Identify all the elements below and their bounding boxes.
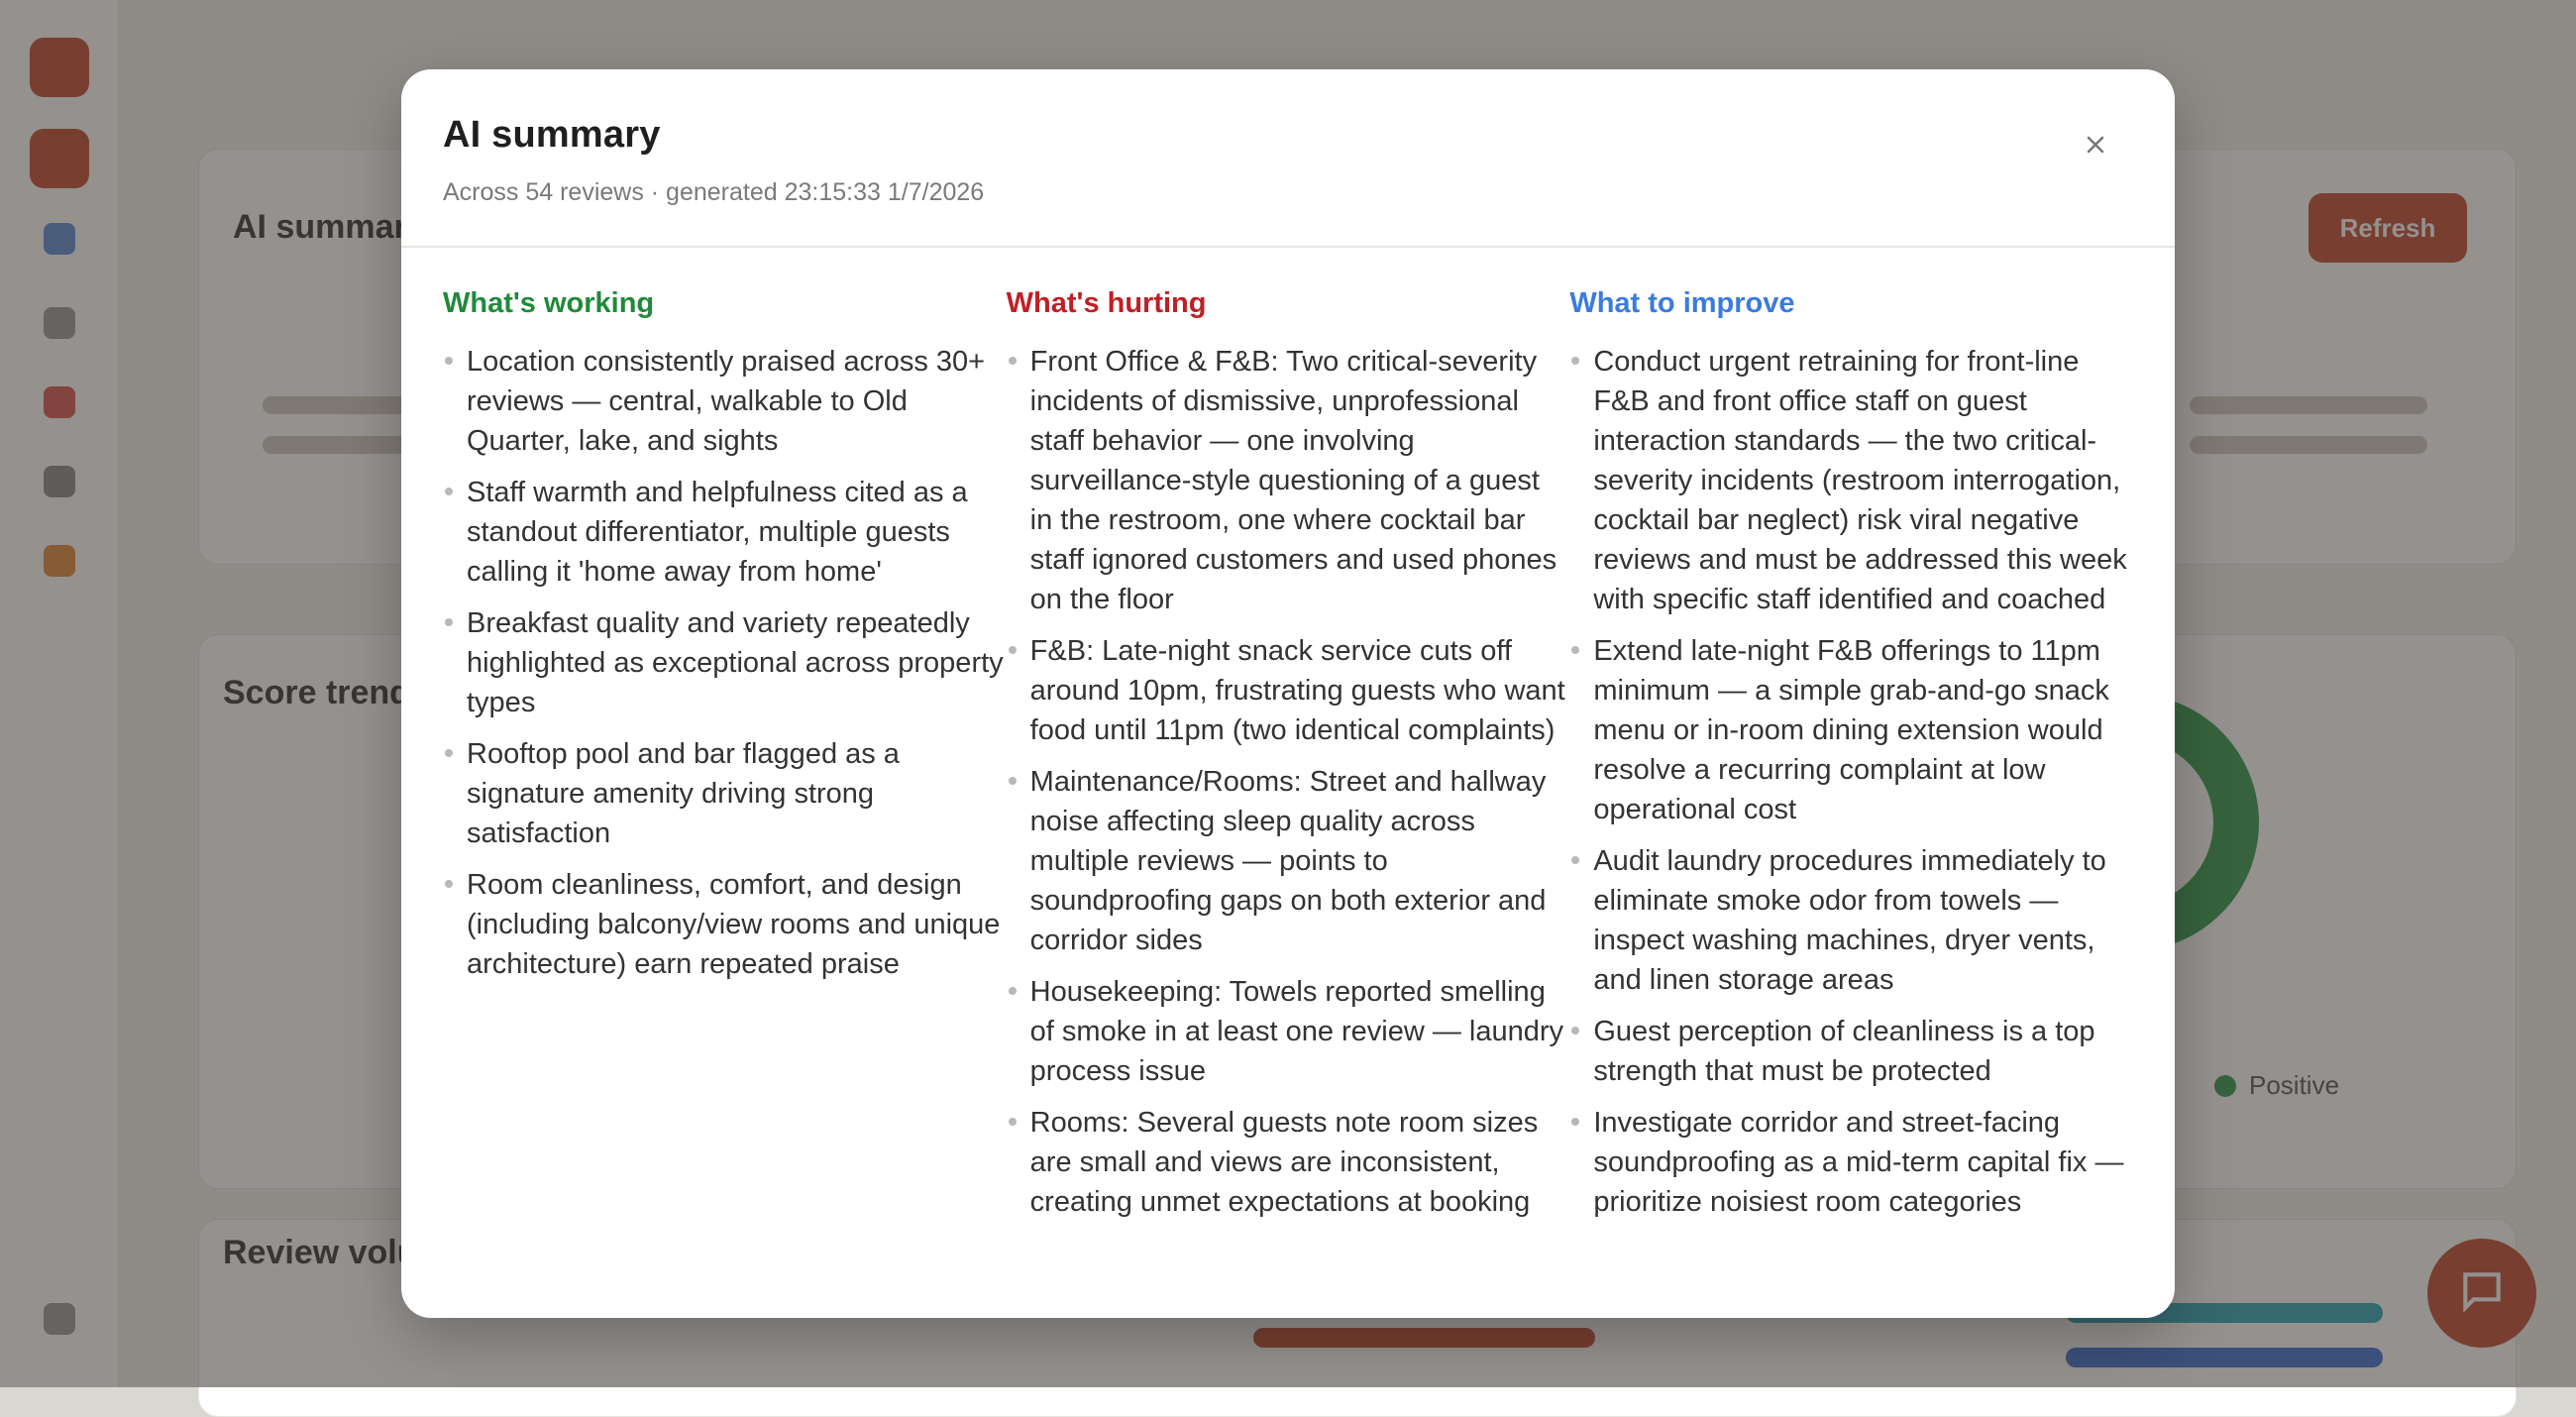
- column-title-whats-working: What's working: [443, 287, 655, 319]
- modal-header: [401, 69, 2175, 248]
- list-item: Maintenance/Rooms: Street and hallway noise affecting sleep quality across multiple reviews — points to soundproofing gaps on both exterior and corridor sides: [1007, 762, 1570, 960]
- list-item: Housekeeping: Towels reported smelling of smoke in at least one review — laundry process issue: [1007, 972, 1570, 1091]
- hurting-list: [1007, 342, 1570, 1222]
- list-item: Breakfast quality and variety repeatedly highlighted as exceptional across property types: [443, 603, 1007, 722]
- list-item: Extend late-night F&B offerings to 11pm minimum — a simple grab-and-go snack menu or in-room dining extension would resolve a recurring complaint at low operational cost: [1569, 631, 2133, 829]
- column-whats-hurting: [1007, 287, 1570, 1234]
- modal-title: AI summary: [443, 114, 661, 156]
- list-item: Rooms: Several guests note room sizes are small and views are inconsistent, creating unmet expectations at booking: [1007, 1103, 1570, 1222]
- list-item: Front Office & F&B: Two critical-severity incidents of dismissive, unprofessional staff behavior — one involving surveillance-style questioning of a guest in the restroom, one where cocktail bar staff ignored customers and used phones on the floor: [1007, 342, 1570, 619]
- list-item: Guest perception of cleanliness is a top strength that must be protected: [1569, 1012, 2133, 1091]
- list-item: Audit laundry procedures immediately to eliminate smoke odor from towels — inspect washing machines, dryer vents, and linen storage areas: [1569, 841, 2133, 1000]
- list-item: Staff warmth and helpfulness cited as a standout differentiator, multiple guests calling it 'home away from home': [443, 473, 1007, 592]
- modal-body: [401, 248, 2175, 1234]
- column-title-whats-hurting: What's hurting: [1006, 287, 1207, 319]
- column-what-to-improve: [1569, 287, 2133, 1234]
- column-whats-working: [443, 287, 1007, 1234]
- ai-summary-modal: [401, 69, 2175, 1318]
- list-item: Location consistently praised across 30+ reviews — central, walkable to Old Quarter, lake, and sights: [443, 342, 1007, 461]
- modal-subtitle: Across 54 reviews · generated 23:15:33 1/7/2026: [443, 178, 985, 206]
- column-title-what-to-improve: What to improve: [1569, 287, 1795, 319]
- list-item: F&B: Late-night snack service cuts off around 10pm, frustrating guests who want food until 11pm (two identical complaints): [1007, 631, 1570, 750]
- list-item: Investigate corridor and street-facing soundproofing as a mid-term capital fix — prioritize noisiest room categories: [1569, 1103, 2133, 1222]
- improve-list: [1569, 342, 2133, 1222]
- list-item: Rooftop pool and bar flagged as a signature amenity driving strong satisfaction: [443, 734, 1007, 853]
- working-list: [443, 342, 1007, 984]
- close-button[interactable]: [2068, 119, 2123, 174]
- list-item: Room cleanliness, comfort, and design (including balcony/view rooms and unique architecture) earn repeated praise: [443, 865, 1007, 984]
- close-icon: [2084, 133, 2107, 162]
- list-item: Conduct urgent retraining for front-line F&B and front office staff on guest interaction standards — the two critical-severity incidents (restroom interrogation, cocktail bar neglect) risk viral negative reviews and must be addressed this week with specific staff identified and coached: [1569, 342, 2133, 619]
